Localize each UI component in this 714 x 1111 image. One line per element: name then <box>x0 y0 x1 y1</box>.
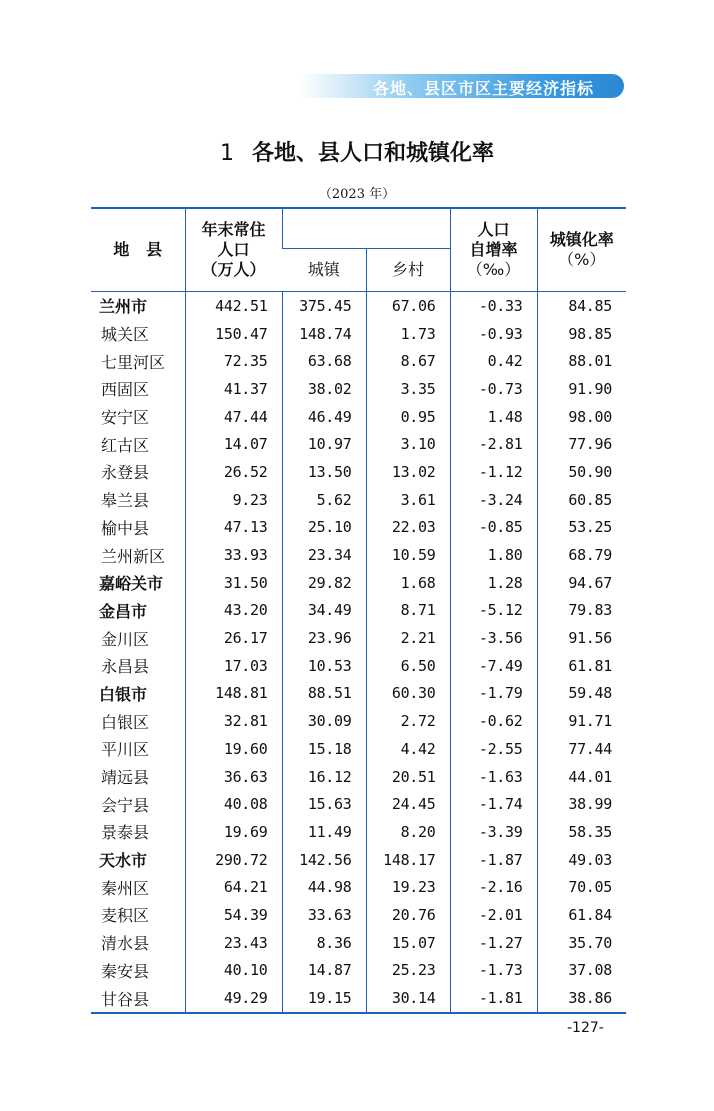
urban-cell: 10.53 <box>282 652 366 680</box>
header-population-split <box>282 208 450 249</box>
urbanization-rate-cell: 49.03 <box>568 850 612 869</box>
rural-cell: 60.30 <box>366 680 450 708</box>
population-cell: 47.44 <box>185 403 282 431</box>
growth-cell: -3.56 <box>450 624 537 652</box>
page-title <box>0 136 714 167</box>
urbanization-rate-cell: 37.08 <box>568 961 612 980</box>
population-cell: 40.10 <box>185 957 282 985</box>
urban-cell: 15.18 <box>282 735 366 763</box>
table-row <box>91 624 626 652</box>
rural-cell: 20.51 <box>366 763 450 791</box>
urbanization-rate-cell: 84.85 <box>537 292 626 320</box>
table-row <box>91 680 626 708</box>
growth-cell: 1.28 <box>450 569 537 597</box>
rural-cell: 3.35 <box>366 375 450 403</box>
urbanization-rate-cell: 91.71 <box>568 712 612 731</box>
growth-cell: 1.48 <box>450 403 537 431</box>
rural-cell: 30.14 <box>366 984 450 1013</box>
population-cell: 47.13 <box>185 514 282 542</box>
table-row <box>91 320 626 348</box>
urbanization-rate-cell: 70.05 <box>568 878 612 897</box>
urban-cell: 63.68 <box>282 347 366 375</box>
population-table <box>91 207 626 1014</box>
urban-cell: 29.82 <box>282 569 366 597</box>
section-banner <box>300 74 624 98</box>
population-cell: 14.07 <box>185 430 282 458</box>
growth-cell: -1.63 <box>450 763 537 791</box>
header-urbanization-rate: 城镇化率 （%） <box>537 208 626 292</box>
population-cell: 148.81 <box>185 680 282 708</box>
header-urban: 城镇 <box>307 260 340 279</box>
urban-cell: 34.49 <box>282 597 366 625</box>
urbanization-rate-cell: 91.56 <box>568 629 612 648</box>
urbanization-rate-cell: 61.84 <box>568 905 612 924</box>
region-name: 靖远县 <box>91 763 185 791</box>
growth-cell: -0.62 <box>450 707 537 735</box>
region-name: 清水县 <box>91 929 185 957</box>
rural-cell: 4.42 <box>366 735 450 763</box>
urban-cell: 33.63 <box>282 901 366 929</box>
rural-cell: 6.50 <box>366 652 450 680</box>
growth-cell: -2.01 <box>450 901 537 929</box>
urbanization-rate-cell: 88.01 <box>568 352 612 371</box>
urban-cell: 38.02 <box>282 375 366 403</box>
urban-cell: 30.09 <box>282 707 366 735</box>
growth-cell: -1.81 <box>450 984 537 1013</box>
rural-cell: 0.95 <box>366 403 450 431</box>
table-row <box>91 403 626 431</box>
growth-cell: -2.16 <box>450 873 537 901</box>
table-row <box>91 430 626 458</box>
growth-cell: -1.74 <box>450 790 537 818</box>
rural-cell: 20.76 <box>366 901 450 929</box>
urban-cell: 19.15 <box>282 984 366 1013</box>
rural-cell: 8.20 <box>366 818 450 846</box>
urban-cell: 25.10 <box>282 514 366 542</box>
population-cell: 49.29 <box>185 984 282 1013</box>
region-name: 兰州市 <box>91 292 185 320</box>
population-cell: 19.60 <box>185 735 282 763</box>
table-row <box>91 846 626 874</box>
urban-cell: 88.51 <box>282 680 366 708</box>
rural-cell: 13.02 <box>366 458 450 486</box>
growth-cell: -0.85 <box>450 514 537 542</box>
growth-cell: 0.42 <box>450 347 537 375</box>
population-cell: 150.47 <box>185 320 282 348</box>
table-row <box>91 292 626 320</box>
rural-cell: 22.03 <box>366 514 450 542</box>
title-number: 1 <box>219 141 234 166</box>
table-row <box>91 984 626 1013</box>
urban-cell: 8.36 <box>282 929 366 957</box>
table-row <box>91 957 626 985</box>
table-row <box>91 707 626 735</box>
header-population: 年末常住 人口 （万人） <box>185 208 282 292</box>
growth-cell: -0.73 <box>450 375 537 403</box>
urban-cell: 15.63 <box>282 790 366 818</box>
growth-cell: -0.33 <box>450 292 537 320</box>
rural-cell: 1.73 <box>366 320 450 348</box>
table-row <box>91 486 626 514</box>
population-cell: 19.69 <box>185 818 282 846</box>
urbanization-rate-cell: 94.67 <box>568 573 612 592</box>
rural-cell: 25.23 <box>366 957 450 985</box>
region-name: 皋兰县 <box>91 486 185 514</box>
region-name: 白银市 <box>91 680 185 708</box>
table-row <box>91 901 626 929</box>
region-name: 麦积区 <box>91 901 185 929</box>
table-row <box>91 818 626 846</box>
region-name: 榆中县 <box>91 514 185 542</box>
urbanization-rate-cell: 77.44 <box>568 739 612 758</box>
urban-cell: 16.12 <box>282 763 366 791</box>
population-cell: 26.52 <box>185 458 282 486</box>
table-row <box>91 652 626 680</box>
urban-cell: 5.62 <box>282 486 366 514</box>
region-name: 永昌县 <box>91 652 185 680</box>
region-name: 嘉峪关市 <box>91 569 185 597</box>
growth-cell: -1.12 <box>450 458 537 486</box>
region-name: 西固区 <box>91 375 185 403</box>
urbanization-rate-cell: 60.85 <box>568 490 612 509</box>
region-name: 白银区 <box>91 707 185 735</box>
growth-cell: -3.24 <box>450 486 537 514</box>
population-cell: 36.63 <box>185 763 282 791</box>
rural-cell: 10.59 <box>366 541 450 569</box>
rural-cell: 1.68 <box>366 569 450 597</box>
title-text: 各地、县人口和城镇化率 <box>251 141 494 166</box>
urbanization-rate-cell: 98.85 <box>568 324 612 343</box>
population-cell: 32.81 <box>185 707 282 735</box>
table-header <box>91 208 626 292</box>
region-name: 永登县 <box>91 458 185 486</box>
urban-cell: 10.97 <box>282 430 366 458</box>
urban-cell: 375.45 <box>282 292 366 320</box>
table-row <box>91 347 626 375</box>
growth-cell: -5.12 <box>450 597 537 625</box>
table-row <box>91 375 626 403</box>
table-row <box>91 873 626 901</box>
rural-cell: 3.61 <box>366 486 450 514</box>
year-note: （2023 年） <box>318 187 396 202</box>
rural-cell: 2.21 <box>366 624 450 652</box>
urbanization-rate-cell: 59.48 <box>568 684 612 703</box>
population-cell: 9.23 <box>185 486 282 514</box>
region-name: 景泰县 <box>91 818 185 846</box>
rural-cell: 15.07 <box>366 929 450 957</box>
urban-cell: 23.96 <box>282 624 366 652</box>
urban-cell: 14.87 <box>282 957 366 985</box>
urban-cell: 23.34 <box>282 541 366 569</box>
growth-cell: -1.87 <box>450 846 537 874</box>
rural-cell: 148.17 <box>366 846 450 874</box>
region-name: 七里河区 <box>91 347 185 375</box>
table-row <box>91 735 626 763</box>
region-name: 金昌市 <box>91 597 185 625</box>
growth-cell: -0.93 <box>450 320 537 348</box>
growth-cell: -1.73 <box>450 957 537 985</box>
region-name: 平川区 <box>91 735 185 763</box>
section-banner-text: 各地、县区市区主要经济指标 <box>372 79 594 98</box>
table-row <box>91 514 626 542</box>
population-cell: 26.17 <box>185 624 282 652</box>
region-name: 兰州新区 <box>91 541 185 569</box>
population-cell: 72.35 <box>185 347 282 375</box>
table-row <box>91 597 626 625</box>
table-row <box>91 541 626 569</box>
header-region: 地 县 <box>91 208 185 292</box>
region-name: 红古区 <box>91 430 185 458</box>
population-cell: 64.21 <box>185 873 282 901</box>
urbanization-rate-cell: 38.99 <box>568 795 612 814</box>
urbanization-rate-cell: 91.90 <box>568 379 612 398</box>
growth-cell: -2.55 <box>450 735 537 763</box>
header-growth: 人口 自增率 （‰） <box>450 208 537 292</box>
growth-cell: -3.39 <box>450 818 537 846</box>
growth-cell: -1.27 <box>450 929 537 957</box>
urbanization-rate-cell: 77.96 <box>568 435 612 454</box>
urbanization-rate-cell: 44.01 <box>568 767 612 786</box>
population-cell: 40.08 <box>185 790 282 818</box>
population-cell: 31.50 <box>185 569 282 597</box>
rural-cell: 8.67 <box>366 347 450 375</box>
table-body <box>91 292 626 1013</box>
urban-cell: 46.49 <box>282 403 366 431</box>
urbanization-rate-cell: 98.00 <box>568 407 612 426</box>
table-row <box>91 929 626 957</box>
growth-cell: -1.79 <box>450 680 537 708</box>
urbanization-rate-cell: 79.83 <box>568 601 612 620</box>
population-cell: 23.43 <box>185 929 282 957</box>
population-cell: 442.51 <box>185 292 282 320</box>
region-name: 秦安县 <box>91 957 185 985</box>
table-row <box>91 763 626 791</box>
rural-cell: 19.23 <box>366 873 450 901</box>
urbanization-rate-cell: 53.25 <box>568 518 612 537</box>
rural-cell: 67.06 <box>366 292 450 320</box>
rural-cell: 2.72 <box>366 707 450 735</box>
urban-cell: 44.98 <box>282 873 366 901</box>
population-cell: 17.03 <box>185 652 282 680</box>
region-name: 甘谷县 <box>91 984 185 1013</box>
urbanization-rate-cell: 38.86 <box>537 984 626 1013</box>
urban-cell: 142.56 <box>282 846 366 874</box>
urbanization-rate-cell: 58.35 <box>568 822 612 841</box>
rural-cell: 8.71 <box>366 597 450 625</box>
urbanization-rate-cell: 50.90 <box>568 462 612 481</box>
table-row <box>91 569 626 597</box>
urban-cell: 13.50 <box>282 458 366 486</box>
growth-cell: -7.49 <box>450 652 537 680</box>
urbanization-rate-cell: 61.81 <box>568 656 612 675</box>
population-cell: 54.39 <box>185 901 282 929</box>
region-name: 会宁县 <box>91 790 185 818</box>
rural-cell: 3.10 <box>366 430 450 458</box>
population-cell: 43.20 <box>185 597 282 625</box>
header-rural: 乡村 <box>366 249 450 292</box>
table-row <box>91 790 626 818</box>
urbanization-rate-cell: 68.79 <box>568 546 612 565</box>
region-name: 秦州区 <box>91 873 185 901</box>
population-cell: 41.37 <box>185 375 282 403</box>
region-name: 天水市 <box>91 846 185 874</box>
population-cell: 290.72 <box>185 846 282 874</box>
region-name: 城关区 <box>91 320 185 348</box>
region-name: 安宁区 <box>91 403 185 431</box>
population-cell: 33.93 <box>185 541 282 569</box>
urbanization-rate-cell: 35.70 <box>568 933 612 952</box>
growth-cell: 1.80 <box>450 541 537 569</box>
region-name: 金川区 <box>91 624 185 652</box>
table-row <box>91 458 626 486</box>
rural-cell: 24.45 <box>366 790 450 818</box>
urban-cell: 11.49 <box>282 818 366 846</box>
growth-cell: -2.81 <box>450 430 537 458</box>
page-number: -127- <box>567 1020 604 1036</box>
urban-cell: 148.74 <box>282 320 366 348</box>
